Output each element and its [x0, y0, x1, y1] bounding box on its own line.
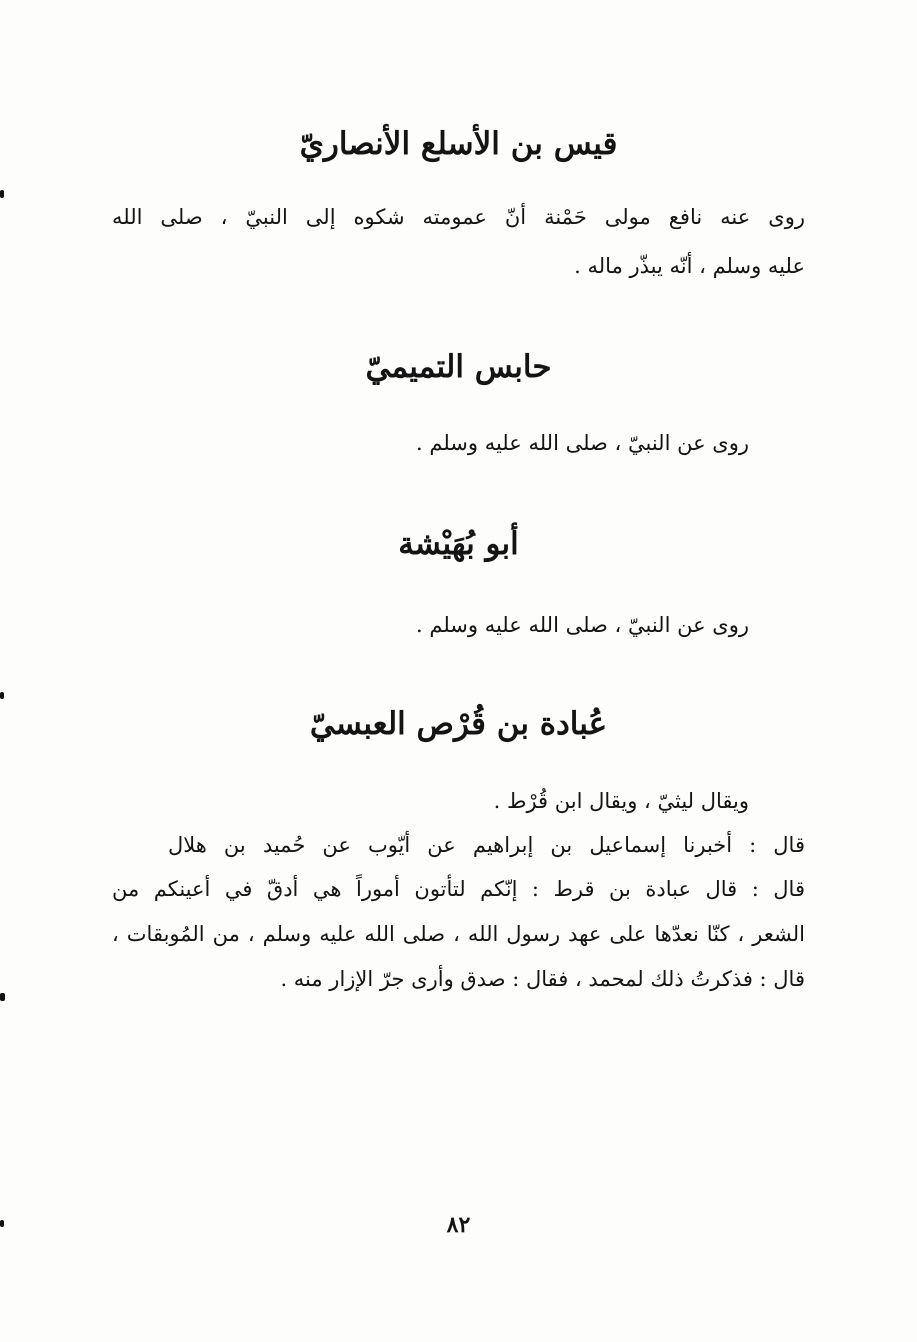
entry-title-qays: قيس بن الأسلع الأنصاريّ: [299, 126, 618, 162]
entry-title-habis: حابس التميميّ: [365, 349, 552, 385]
entry-text-line: روى عن النبيّ ، صلى الله عليه وسلم .: [416, 613, 749, 637]
entry-text-line: قال : قال عبادة بن قرط : إنّكم لتأتون أموراً هي أدقّ في أعينكم من: [112, 877, 805, 901]
entry-text-line: الشعر ، كنّا نعدّها على عهد رسول الله ، صلى الله عليه وسلم ، من المُوبقات ،: [112, 922, 805, 946]
scan-speck: [0, 993, 5, 1001]
entry-text-line: عليه وسلم ، أنّه يبذّر ماله .: [574, 254, 805, 278]
entry-text-line: قال : أخبرنا إسماعيل بن إبراهيم عن أيّوب عن حُميد بن هلال: [168, 833, 805, 857]
entry-title-ubada: عُبادة بن قُرْص العبسيّ: [309, 706, 608, 742]
entry-text-line: قال : فذكرتُ ذلك لمحمد ، فقال : صدق وأرى جرّ الإزار منه .: [280, 967, 805, 991]
scan-speck: [0, 692, 4, 699]
scan-speck: [0, 1220, 4, 1227]
entry-text-line: ويقال ليثيّ ، ويقال ابن قُرْط .: [493, 789, 749, 813]
entry-text-line: روى عنه نافع مولى حَمْنة أنّ عمومته شكوه إلى النبيّ ، صلى الله: [112, 205, 805, 229]
entry-title-abu-buhaysha: أبو بُهَيْشة: [398, 526, 519, 562]
page-number: ٨٢: [446, 1212, 471, 1238]
scan-speck: [0, 190, 4, 198]
entry-text-line: روى عن النبيّ ، صلى الله عليه وسلم .: [416, 431, 749, 455]
